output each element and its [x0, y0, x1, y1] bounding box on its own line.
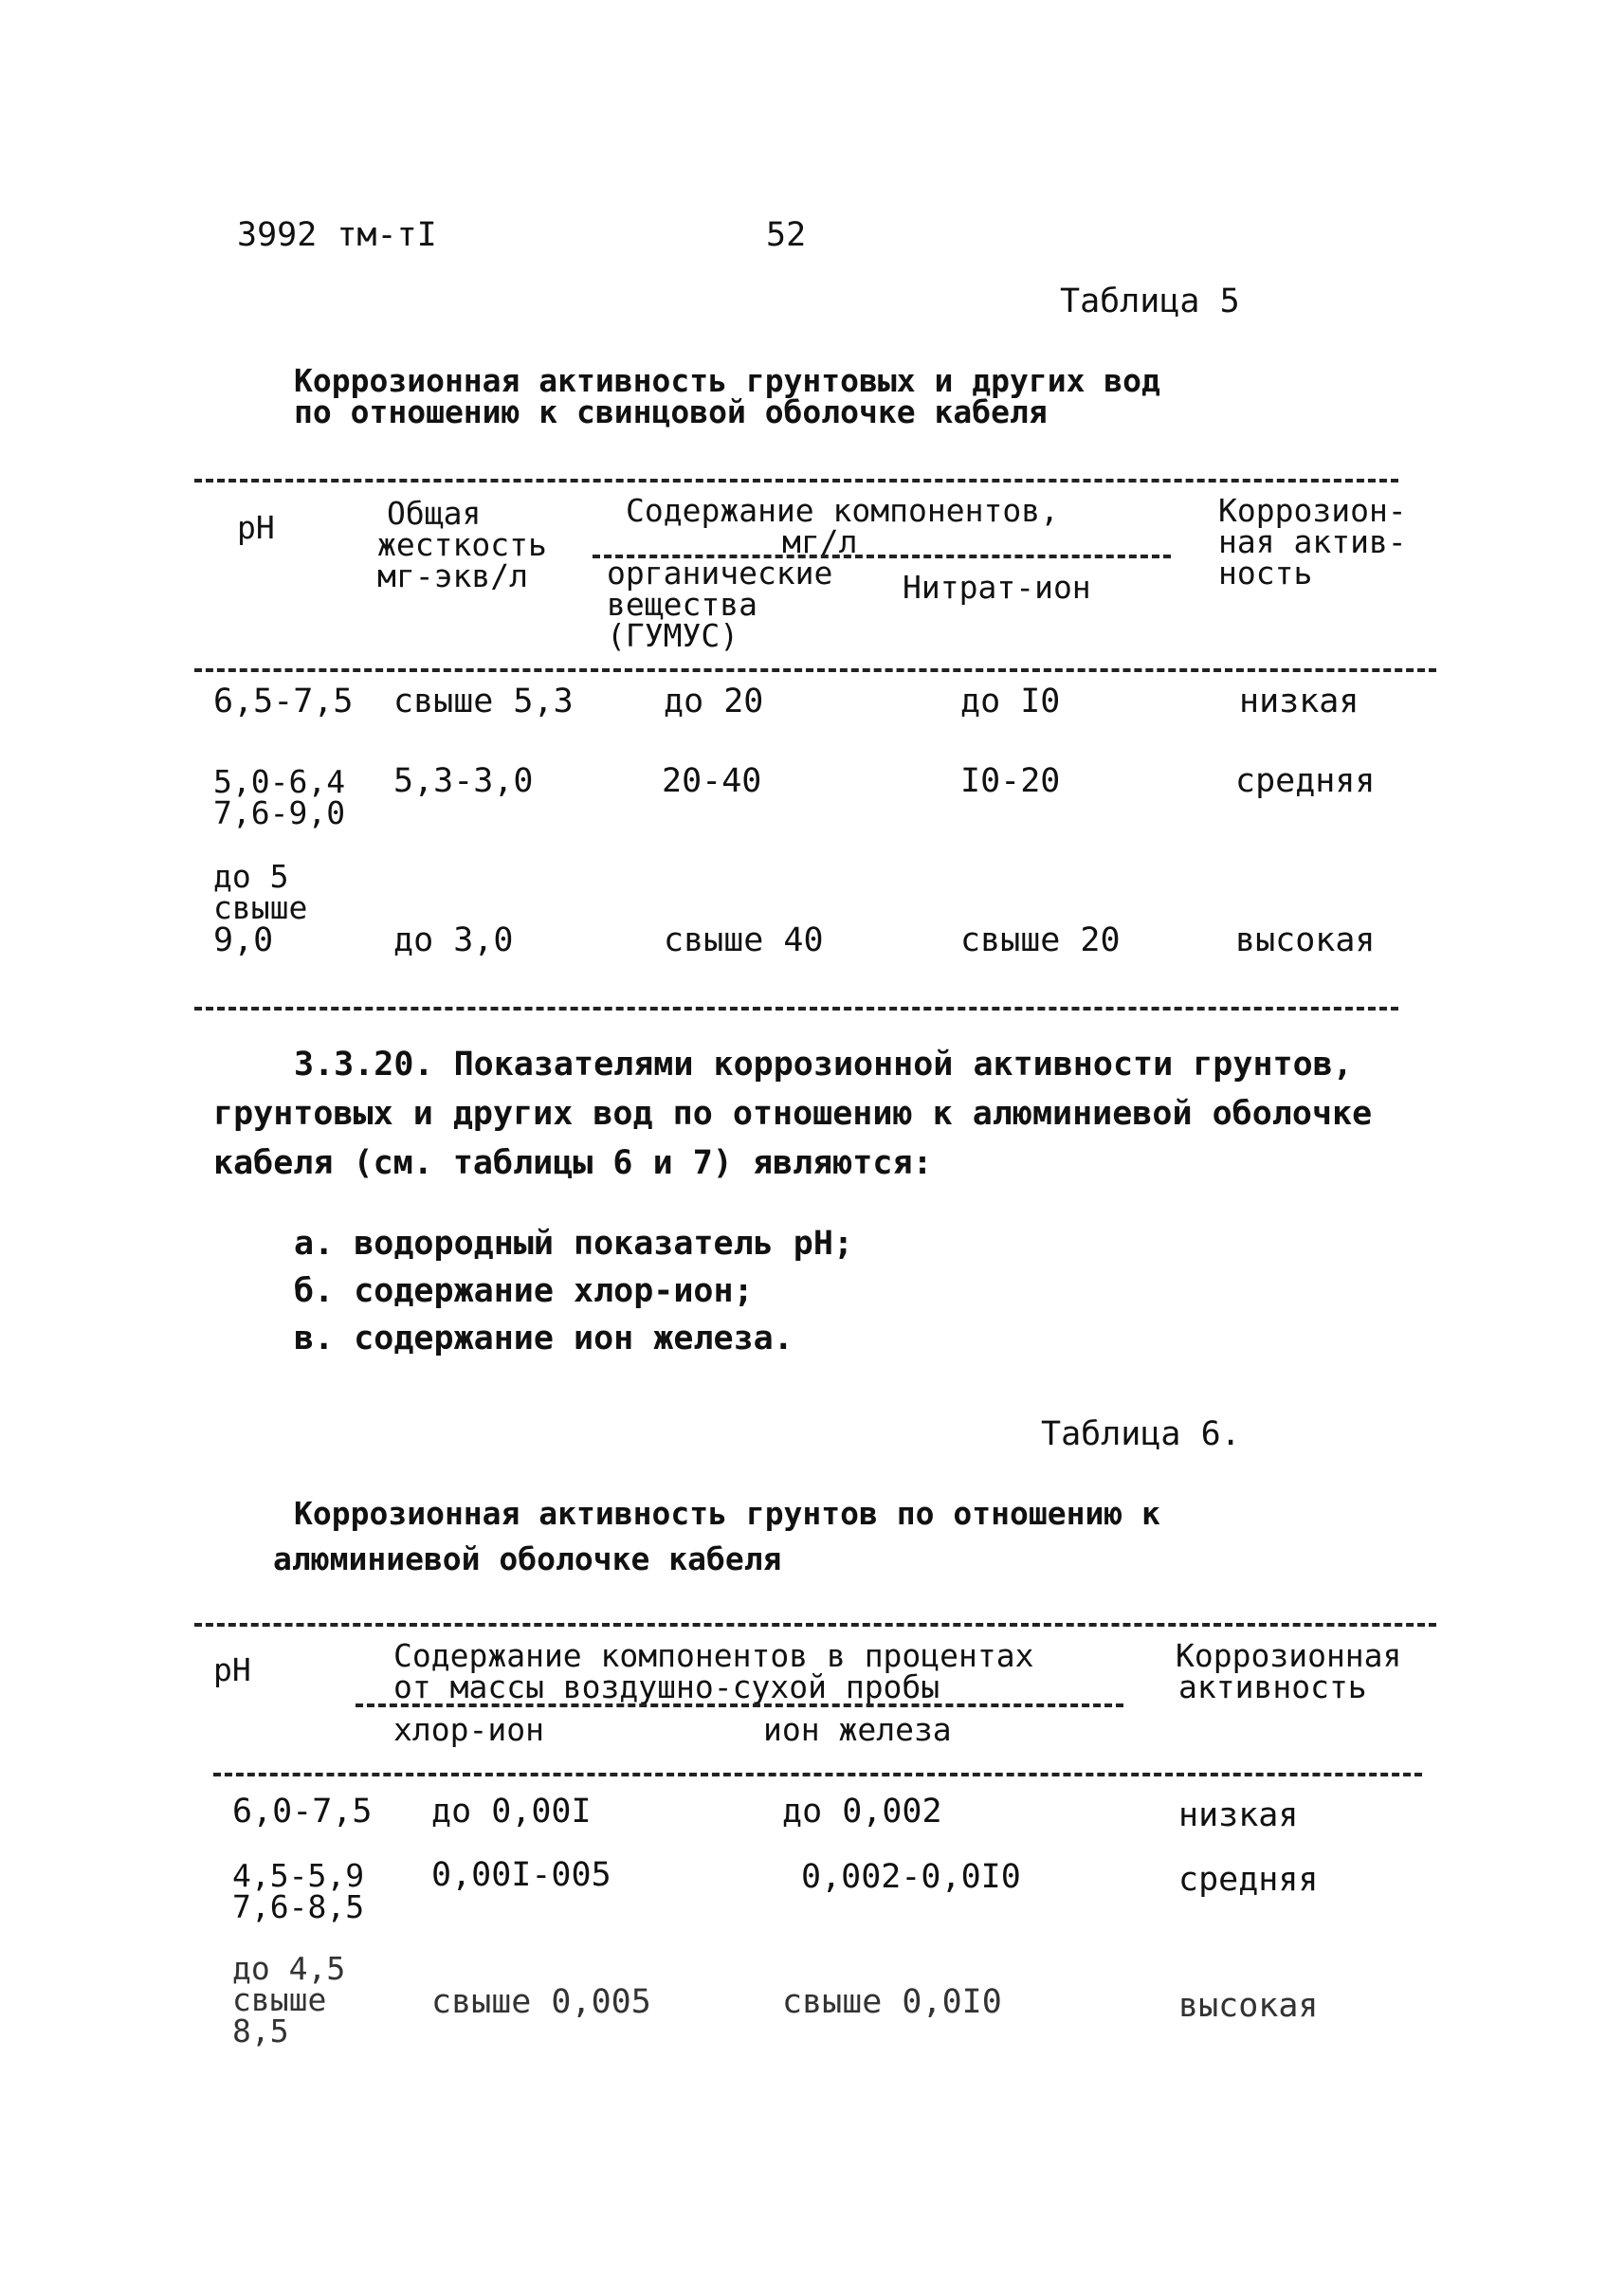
table6-header-activity-2: активность [1178, 1668, 1367, 1705]
paragraph-line2: грунтовых и других вод по отношению к алюминиевой оболочке [213, 1095, 1373, 1133]
table6-cell-ph-2: свыше [232, 1981, 327, 2018]
table6-cell-iron: до 0,002 [782, 1793, 942, 1831]
table5-cell-ph-1: до 5 [213, 858, 289, 895]
table5-top-rule [194, 479, 1398, 483]
table5-cell-organic: 20-40 [662, 762, 762, 800]
table5-header-organic-1: органические [607, 555, 833, 592]
table6-header-activity-1: Коррозионная [1176, 1637, 1402, 1674]
table5-cell-ph-2: свыше [213, 889, 308, 926]
table6-cell-ph-2: 7,6-8,5 [232, 1888, 365, 1925]
table5-header-organic-3: (ГУМУС) [607, 617, 739, 654]
table5-cell-organic: до 20 [664, 683, 764, 720]
table5-header-content-1: Содержание компонентов, [626, 492, 1059, 529]
table6-header-content-2: от массы воздушно-сухой пробы [393, 1668, 940, 1705]
table5-bottom-rule [194, 1007, 1398, 1011]
table5-header-activity-3: ность [1218, 555, 1313, 592]
table5-cell-ph-1: 5,0-6,4 [213, 763, 346, 800]
table5-cell-activity: низкая [1239, 683, 1359, 720]
table5-cell-hardness: свыше 5,3 [393, 683, 574, 720]
table6-header-chlorine: хлор-ион [393, 1711, 544, 1748]
table6-cell-ph-1: 4,5-5,9 [232, 1857, 365, 1894]
table6-header-iron: ион железа [763, 1711, 952, 1748]
table5-title-line2: по отношению к свинцовой оболочке кабеля [294, 393, 1048, 430]
table6-subheader-rule [356, 1703, 1123, 1707]
table6-cell-ph: 6,0-7,5 [232, 1793, 373, 1831]
page-number: 52 [766, 216, 807, 254]
table6-top-rule [194, 1623, 1436, 1627]
table5-header-organic-2: вещества [607, 586, 757, 623]
document-code: 3992 тм-тI [237, 216, 437, 254]
table5-cell-ph-2: 7,6-9,0 [213, 794, 346, 831]
table6-cell-activity: средняя [1178, 1861, 1319, 1899]
table5-cell-nitrate: свыше 20 [960, 921, 1121, 959]
table6-title-line1: Коррозионная активность грунтов по отношению к [294, 1495, 1160, 1532]
table5-title-line1: Коррозионная активность грунтовых и других вод [294, 362, 1160, 399]
table6-header-rule [213, 1773, 1422, 1776]
table5-header-hardness-1: Общая [387, 495, 482, 532]
table6-cell-chlorine: свыше 0,005 [431, 1983, 651, 2021]
table6-cell-ph-3: 8,5 [232, 2013, 289, 2049]
table6-cell-activity: низкая [1178, 1796, 1299, 1834]
table5-cell-organic: свыше 40 [664, 921, 824, 959]
table5-header-activity-2: ная актив- [1218, 523, 1407, 560]
table6-header-content-1: Содержание компонентов в процентах [393, 1637, 1034, 1674]
table6-cell-chlorine: до 0,00I [431, 1793, 592, 1831]
table5-header-hardness-3: мг-экв/л [377, 557, 528, 594]
paragraph-line3: кабеля (см. таблицы 6 и 7) являются: [213, 1144, 933, 1182]
table5-cell-hardness: до 3,0 [393, 921, 514, 959]
table6-header-ph: pH [213, 1651, 251, 1688]
table5-header-content-2: мг/л [782, 523, 858, 560]
table5-cell-ph-3: 9,0 [213, 921, 274, 959]
table5-cell-activity: высокая [1235, 921, 1376, 959]
list-item: а. водородный показатель pH; [294, 1225, 854, 1263]
table5-header-ph: pH [237, 509, 275, 546]
table5-cell-activity: средняя [1235, 762, 1376, 800]
table6-cell-iron: свыше 0,0I0 [782, 1983, 1002, 2021]
table6-cell-chlorine: 0,00I-005 [431, 1856, 611, 1894]
table5-label: Таблица 5 [1060, 282, 1240, 320]
paragraph-line1: 3.3.20. Показателями коррозионной активности грунтов, [294, 1046, 1353, 1084]
table5-cell-hardness: 5,3-3,0 [393, 762, 534, 800]
table5-cell-nitrate: I0-20 [960, 762, 1061, 800]
table6-cell-ph-1: до 4,5 [232, 1950, 346, 1987]
table5-cell-ph: 6,5-7,5 [213, 683, 354, 720]
table6-title-line2: алюминиевой оболочке кабеля [273, 1540, 782, 1577]
table5-header-hardness-2: жесткость [377, 526, 547, 563]
table5-cell-nitrate: до I0 [960, 683, 1061, 720]
list-item: в. содержание ион железа. [294, 1320, 794, 1357]
table5-header-rule [194, 668, 1436, 672]
table6-cell-activity: высокая [1178, 1987, 1319, 2025]
list-item: б. содержание хлор-ион; [294, 1272, 754, 1310]
table5-header-activity-1: Коррозион- [1218, 492, 1407, 529]
table5-header-nitrate: Нитрат-ион [903, 569, 1091, 606]
table6-label: Таблица 6. [1041, 1415, 1241, 1453]
table6-cell-iron: 0,002-0,0I0 [801, 1858, 1021, 1896]
